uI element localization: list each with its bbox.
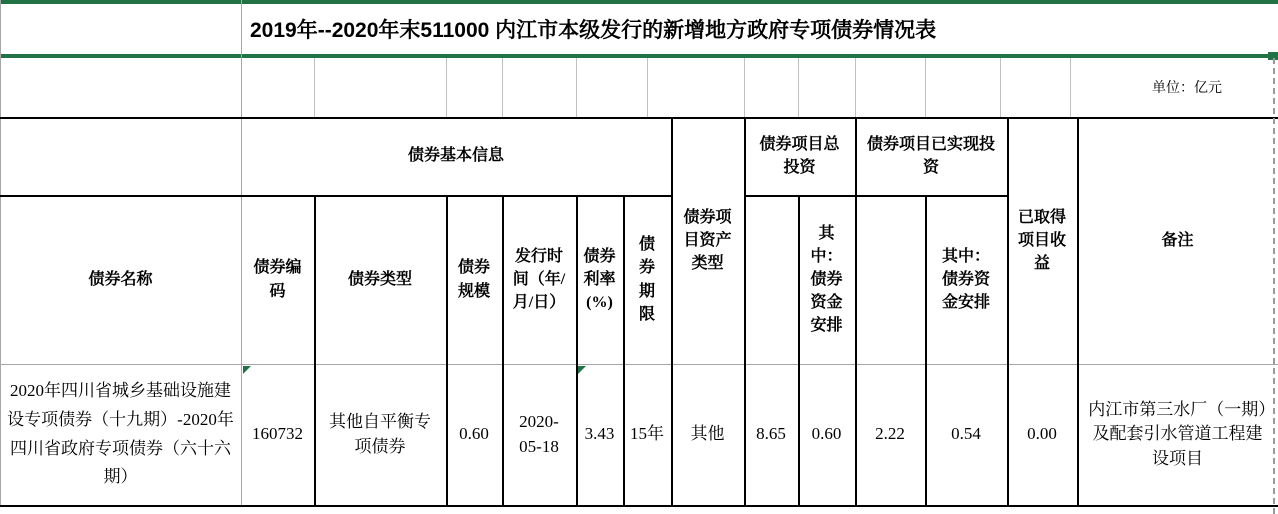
gridline <box>744 58 745 117</box>
gridline <box>798 58 799 117</box>
cell-remark[interactable]: 内江市第三水厂（一期）及配套引水管道工程建设项目 <box>1088 399 1267 468</box>
header-issue-date[interactable]: 发行时间（年/月/日） <box>512 247 566 312</box>
cell-issue-date[interactable]: 2020-05-18 <box>519 411 559 456</box>
table-border <box>0 505 1278 507</box>
cell-bond-name[interactable]: 2020年四川省城乡基础设施建设专项债券（十九期）-2020年四川省政府专项债券（六十六期） <box>7 380 234 487</box>
header-total-investment-sub[interactable]: 其中：债券资金安排 <box>810 224 843 335</box>
header-realized-investment-group[interactable]: 债券项目已实现投资 <box>866 135 995 176</box>
header-bond-type[interactable]: 债券类型 <box>347 270 412 288</box>
header-realized-investment-blank-sub[interactable] <box>855 195 925 364</box>
cell-bond-type[interactable]: 其他自平衡专项债券 <box>329 411 431 456</box>
header-asset-type[interactable]: 债券项目资产类型 <box>683 208 732 273</box>
cell-bond-code[interactable]: 160732 <box>252 424 303 444</box>
gridline <box>502 58 503 117</box>
header-total-investment-blank-sub[interactable] <box>744 195 798 364</box>
cell-realized-bond-funds-arranged[interactable]: 0.54 <box>951 424 981 444</box>
header-bond-term[interactable]: 债券期限 <box>638 236 655 323</box>
gridline <box>576 58 577 117</box>
gridline <box>647 58 648 117</box>
cell-income-obtained[interactable]: 0.00 <box>1027 424 1057 444</box>
gridline <box>446 58 447 117</box>
header-remark[interactable]: 备注 <box>1161 231 1194 249</box>
cell-bond-scale[interactable]: 0.60 <box>459 424 489 444</box>
cell-total-bond-funds-arranged[interactable]: 0.60 <box>811 424 842 444</box>
cell-interest-rate[interactable]: 3.43 <box>584 424 615 444</box>
unit-label-cell[interactable]: 单位：亿元 <box>1152 81 1222 96</box>
gridline <box>1070 58 1071 117</box>
header-basic-info-group[interactable]: 债券基本信息 <box>407 147 504 165</box>
header-bond-scale[interactable]: 债券规模 <box>457 259 490 300</box>
cell-flag-triangle-icon <box>243 366 251 374</box>
sheet-title-cell[interactable]: 2019年--2020年末511000 内江市本级发行的新增地方政府专项债券情况表 <box>250 19 937 42</box>
header-bond-code[interactable]: 债券编码 <box>253 259 302 300</box>
gridline <box>855 58 856 117</box>
cell-asset-type[interactable]: 其他 <box>690 424 725 444</box>
gridline <box>925 58 926 117</box>
cell-realized-investment[interactable]: 2.22 <box>875 424 905 444</box>
cell-bond-term[interactable]: 15年 <box>630 424 664 444</box>
cell-flag-triangle-icon <box>578 366 586 374</box>
cell-total-investment[interactable]: 8.65 <box>756 424 786 444</box>
header-interest-rate[interactable]: 债券利率(%) <box>583 247 616 312</box>
header-bond-name[interactable]: 债券名称 <box>88 270 153 288</box>
gridline <box>314 58 315 117</box>
header-total-investment-group[interactable]: 债券项目总投资 <box>759 135 840 176</box>
header-income-obtained[interactable]: 已取得项目收益 <box>1017 208 1066 273</box>
header-realized-investment-sub[interactable]: 其中：债券资金安排 <box>941 247 990 312</box>
gridline <box>1000 58 1001 117</box>
